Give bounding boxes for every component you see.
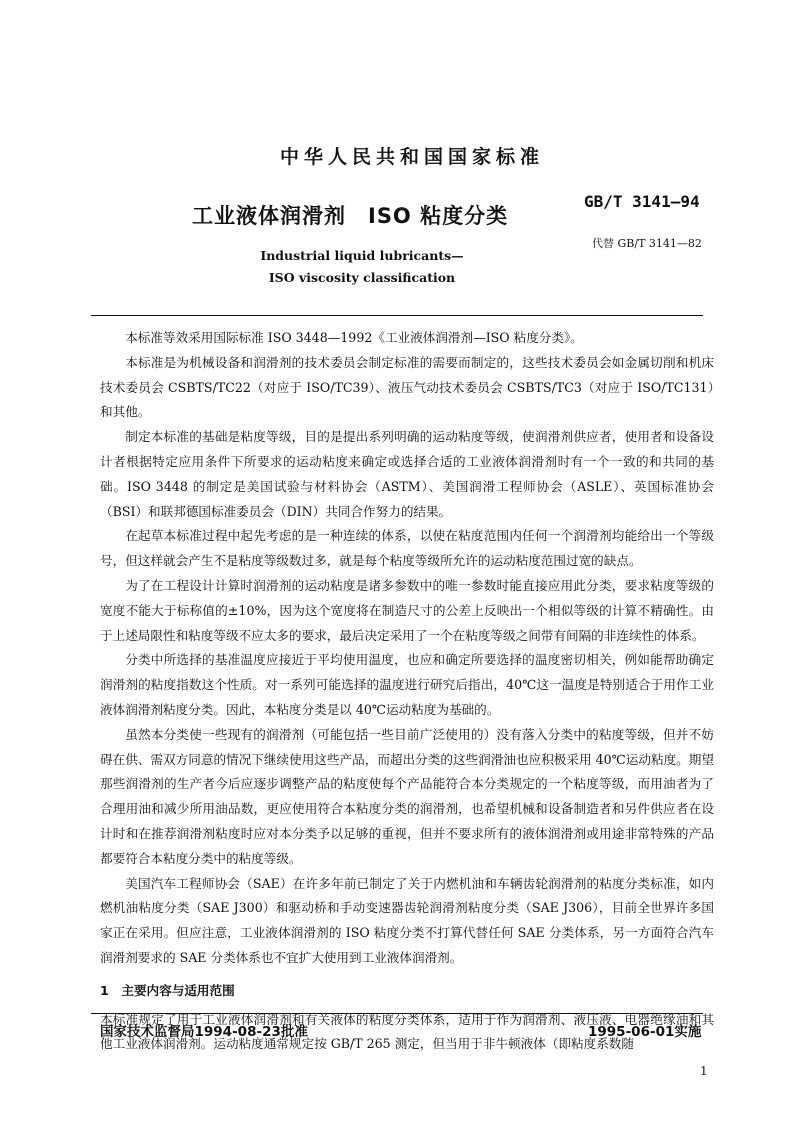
implementation-date: 1995-06-01实施 bbox=[588, 1024, 702, 1040]
title-english-line-2: ISO viscosity classification bbox=[268, 270, 456, 285]
paragraph: 制定本标准的基础是粘度等级，目的是提出系列明确的运动粘度等级，使润滑剂供应者，使用者和设备设计者根据特定应用条件下所要求的运动粘度来确定或选择合适的工业液体润滑剂时有一个一致的和共同的基础。ISO 3448 的制定是美国试验与材料协会（ASTM）、美国润滑工程师协会（ASLE）、英国标准协会（BSI）和联邦德国标准委员会（DIN）共同合作努力的结果。 bbox=[100, 429, 714, 519]
footer-divider bbox=[91, 1013, 703, 1014]
document-title-english bbox=[0, 245, 794, 289]
paragraph: 本标准等效采用国际标准 ISO 3448—1992《工业液体润滑剂—ISO 粘度分类》。 bbox=[125, 330, 583, 345]
section-heading: 1 主要内容与适用范围 bbox=[100, 982, 235, 998]
paragraph: 虽然本分类使一些现有的润滑剂（可能包括一些目前广泛使用的）没有落入分类中的粘度等级，但并不妨碍在供、需双方同意的情况下继续使用这些产品，而超出分类的这些润滑油也应积极采用 40℃运动粘度。期望那些润滑剂的生产者今后应逐步调整产品的粘度使每个产品能符合本分类规定的一个粘度等级，而用油者为了合理用油和减少所用油品数，更应使用符合本粘度分类的润滑剂，也希望机械和设备制造者和另件供应者在设计时和在推荐润滑剂粘度时应对本分类予以足够的重视，但并不要求所有的液体润滑剂或用途非常特殊的产品都要符合本粘度分类中的粘度等级。 bbox=[100, 726, 714, 866]
paragraph: 本标准是为机械设备和润滑剂的技术委员会制定标准的需要而制定的，这些技术委员会如金属切削和机床技术委员会 CSBTS/TC22（对应于 ISO/TC39）、液压气动技术委员会 CSBTS/TC3（对应于 ISO/TC131）和其他。 bbox=[100, 354, 714, 420]
paragraph: 在起草本标准过程中起先考虑的是一种连续的体系，以使在粘度范围内任何一个润滑剂均能给出一个等级号，但这样就会产生不是粘度等级数过多，就是每个粘度等级所允许的运动粘度范围过宽的缺点。 bbox=[100, 528, 714, 569]
national-standard-heading: 中华人民共和国国家标准 bbox=[279, 146, 544, 168]
paragraph: 美国汽车工程师协会（SAE）在许多年前已制定了关于内燃机油和车辆齿轮润滑剂的粘度分类标准，如内燃机油粘度分类（SAE J300）和驱动桥和手动变速器齿轮润滑剂粘度分类（SAE J306），目前全世界许多国家正在采用。但应注意，工业液体润滑剂的 ISO 粘度分类不打算代替任何 SAE 分类体系，另一方面符合汽车润滑剂要求的 SAE 分类体系也不宜扩大使用到工业液体润滑剂。 bbox=[100, 875, 714, 965]
section-paragraph: 本标准规定了用于工业液体润滑剂和有关液体的粘度分类体系，适用于作为润滑剂、液压液、电器绝缘油和其他工业液体润滑剂。运动粘度通常规定按 GB/T 265 测定，但当用于非牛顿液体（即粘度系数随 bbox=[100, 1011, 714, 1052]
approval-date: 国家技术监督局1994-08-23批准 bbox=[100, 1024, 308, 1040]
document-body bbox=[100, 326, 714, 1057]
header-divider bbox=[91, 315, 703, 316]
paragraph: 为了在工程设计计算时润滑剂的运动粘度是诸多参数中的唯一参数时能直接应用此分类，要求粘度等级的宽度不能大于标称值的±10%，因为这个宽度将在制造尺寸的公差上反映出一个相似等级的计算不精确性。由于上述局限性和粘度等级不应太多的要求，最后决定采用了一个在粘度等级之间带有间隔的非连续性的体系。 bbox=[100, 577, 714, 643]
page-number: 1 bbox=[700, 1064, 708, 1078]
paragraph: 分类中所选择的基准温度应接近于平均使用温度，也应和确定所要选择的温度密切相关，例如能帮助确定润滑剂的粘度指数这个性质。对一系列可能选择的温度进行研究后指出，40℃这一温度是特别适合于用作工业液体润滑剂粘度分类。因此，本粘度分类是以 40℃运动粘度为基础的。 bbox=[100, 652, 714, 717]
title-english-line-1: Industrial liquid lubricants— bbox=[260, 248, 464, 263]
replaces-standard: 代替 GB/T 3141—82 bbox=[592, 237, 702, 250]
document-title-chinese: 工业液体润滑剂 ISO 粘度分类 bbox=[192, 204, 509, 228]
standard-number: GB/T 3141—94 bbox=[584, 192, 700, 211]
